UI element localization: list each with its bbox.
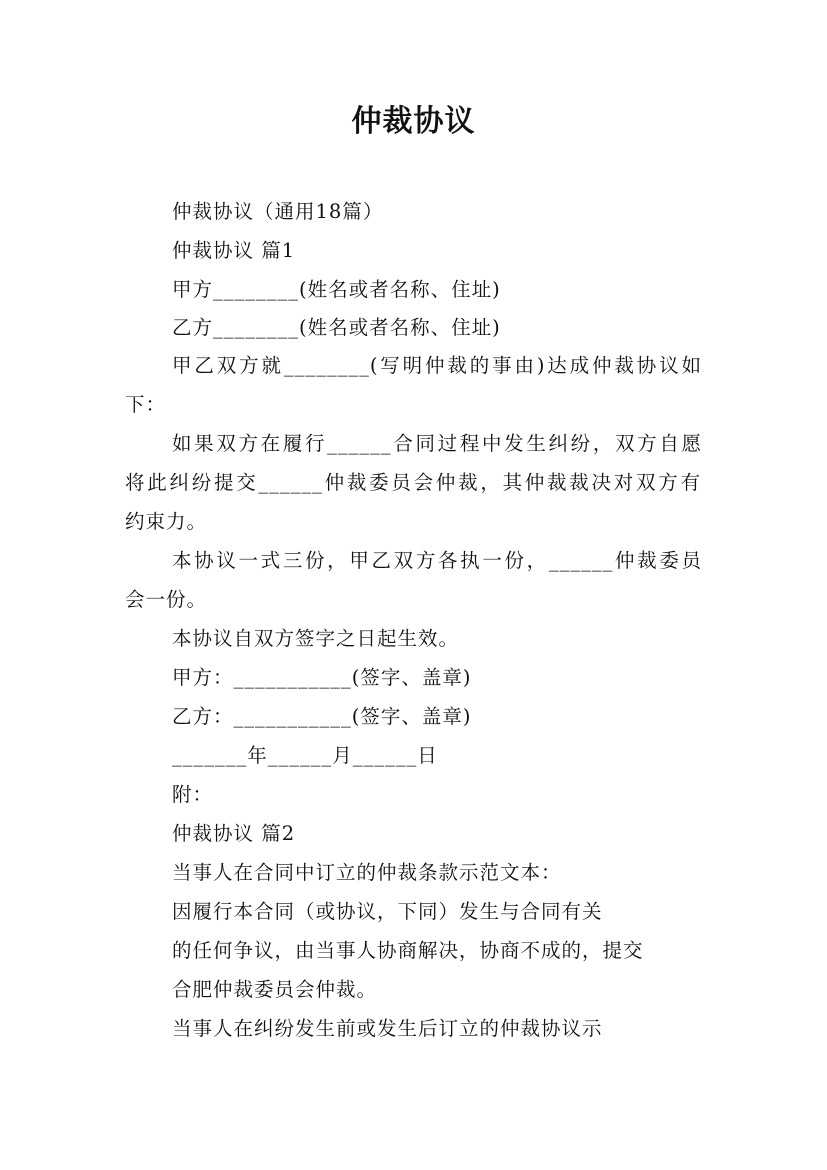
party-b-line: 乙方________(姓名或者名称、住址) xyxy=(172,316,501,339)
paragraph-line: 甲乙双方就________(写明仲裁的事由)达成仲裁协议如 xyxy=(172,354,702,377)
paragraph-line: 当事人在纠纷发生前或发生后订立的仲裁协议示 xyxy=(172,1017,603,1040)
appendix-label: 附： xyxy=(172,783,214,806)
date-line: _______年______月______日 xyxy=(172,744,438,767)
paragraph-line: 本协议一式三份，甲乙双方各执一份，______仲裁委员 xyxy=(172,549,702,572)
paragraph-line: 合肥仲裁委员会仲裁。 xyxy=(172,978,378,1001)
section-heading-1: 仲裁协议 篇1 xyxy=(172,239,296,262)
paragraph-line: 将此纠纷提交______仲裁委员会仲裁，其仲裁裁决对双方有 xyxy=(125,471,701,494)
paragraph-line: 会一份。 xyxy=(125,588,208,611)
paragraph-line: 如果双方在履行______合同过程中发生纠纷，双方自愿 xyxy=(172,432,702,455)
paragraph-line: 本协议自双方签字之日起生效。 xyxy=(172,627,460,650)
section-heading-2: 仲裁协议 篇2 xyxy=(172,822,296,845)
collection-heading: 仲裁协议（通用18篇） xyxy=(172,200,384,223)
party-a-line: 甲方________(姓名或者名称、住址) xyxy=(172,278,501,301)
paragraph-line: 的任何争议，由当事人协商解决，协商不成的，提交 xyxy=(172,939,644,962)
paragraph-line: 因履行本合同（或协议，下同）发生与合同有关 xyxy=(172,900,603,923)
signature-line-a: 甲方：___________(签字、盖章) xyxy=(172,666,472,689)
document-title: 仲裁协议 xyxy=(351,104,476,139)
paragraph-line: 当事人在合同中订立的仲裁条款示范文本： xyxy=(172,861,562,884)
signature-line-b: 乙方：___________(签字、盖章) xyxy=(172,705,472,728)
paragraph-line: 下： xyxy=(125,393,167,416)
paragraph-line: 约束力。 xyxy=(125,510,208,533)
